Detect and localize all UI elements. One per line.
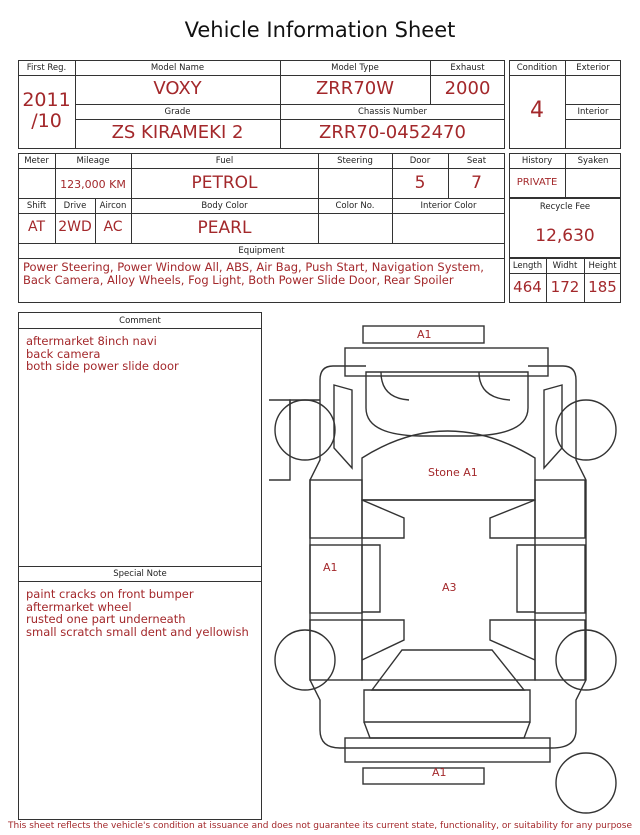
model-type-label: Model Type bbox=[331, 63, 379, 73]
aircon-value: AC bbox=[103, 219, 123, 235]
recycle-fee-label: Recycle Fee bbox=[539, 202, 591, 212]
shift-value: AT bbox=[27, 219, 46, 235]
model-name-value: VOXY bbox=[153, 78, 202, 99]
mileage-label: Mileage bbox=[76, 156, 110, 166]
comment-line: aftermarket 8inch navi bbox=[26, 334, 157, 348]
page-title: Vehicle Information Sheet bbox=[184, 18, 456, 42]
grade-label: Grade bbox=[164, 107, 191, 117]
recycle-fee-value: 12,630 bbox=[535, 226, 595, 246]
special-note-line: aftermarket wheel bbox=[26, 599, 132, 614]
history-label: History bbox=[521, 156, 553, 166]
special-note-line: paint cracks on front bumper bbox=[26, 587, 194, 601]
body-color-value: PEARL bbox=[197, 218, 252, 238]
damage-mark-rear-bumper: A1 bbox=[432, 766, 447, 779]
comment-label: Comment bbox=[119, 316, 161, 326]
first-reg-year: 2011 bbox=[22, 89, 71, 111]
disclaimer-footer: This sheet reflects the vehicle's condition at issuance and does not guarantee its current state, functionality, or suitability for any purpose bbox=[7, 821, 633, 831]
first-reg-label: First Reg. bbox=[26, 63, 67, 73]
color-no-label: Color No. bbox=[335, 201, 375, 211]
special-note-line: small scratch small dent and yellowish bbox=[26, 624, 249, 639]
comment-line: both side power slide door bbox=[26, 359, 179, 373]
seat-label: Seat bbox=[466, 156, 487, 166]
mileage-value: 123,000 KM bbox=[60, 178, 126, 191]
car-damage-diagram bbox=[268, 318, 628, 818]
shift-label: Shift bbox=[26, 201, 47, 211]
chassis-number-label: Chassis Number bbox=[357, 107, 428, 117]
door-value: 5 bbox=[414, 173, 426, 193]
syaken-label: Syaken bbox=[577, 156, 609, 166]
damage-mark-left-side: A1 bbox=[323, 561, 338, 574]
door-label: Door bbox=[409, 156, 431, 166]
equipment-label: Equipment bbox=[238, 246, 285, 256]
fuel-label: Fuel bbox=[215, 156, 234, 166]
seat-value: 7 bbox=[471, 173, 482, 193]
damage-mark-roof: A3 bbox=[442, 581, 457, 594]
length-value: 464 bbox=[513, 278, 542, 296]
comment-line: back camera bbox=[26, 346, 101, 361]
model-name-label: Model Name bbox=[150, 63, 205, 73]
exhaust-label: Exhaust bbox=[450, 63, 485, 73]
length-label: Length bbox=[512, 261, 543, 271]
drive-value: 2WD bbox=[58, 219, 92, 235]
height-label: Height bbox=[588, 261, 617, 271]
history-value: PRIVATE bbox=[516, 177, 558, 188]
comment-text bbox=[26, 335, 179, 373]
first-reg-month: /10 bbox=[31, 110, 62, 132]
special-note-text bbox=[26, 588, 249, 638]
aircon-label: Aircon bbox=[99, 201, 127, 211]
condition-value: 4 bbox=[530, 98, 544, 123]
drive-label: Drive bbox=[63, 201, 87, 211]
special-note-label: Special Note bbox=[113, 569, 167, 579]
chassis-number-value: ZRR70-0452470 bbox=[319, 122, 466, 143]
steering-label: Steering bbox=[337, 156, 373, 166]
condition-label: Condition bbox=[516, 63, 558, 73]
width-label: Widht bbox=[552, 261, 578, 271]
model-type-value: ZRR70W bbox=[315, 78, 395, 99]
interior-color-label: Interior Color bbox=[420, 201, 477, 211]
exhaust-value: 2000 bbox=[444, 78, 491, 99]
equipment-value: Power Steering, Power Window All, ABS, Air Bag, Push Start, Navigation System, Back Camera, Alloy Wheels, Fog Light, Both Power Slide Door, Rear Spoiler bbox=[23, 260, 484, 287]
damage-mark-hood: Stone A1 bbox=[428, 466, 478, 479]
interior-label: Interior bbox=[577, 107, 609, 117]
fuel-value: PETROL bbox=[191, 173, 258, 193]
body-color-label: Body Color bbox=[201, 201, 248, 211]
grade-value: ZS KIRAMEKI 2 bbox=[111, 122, 244, 143]
width-value: 172 bbox=[550, 278, 580, 296]
damage-mark-front-bumper: A1 bbox=[417, 328, 432, 341]
special-note-line: rusted one part underneath bbox=[26, 612, 186, 626]
exterior-label: Exterior bbox=[576, 63, 610, 73]
meter-label: Meter bbox=[24, 156, 49, 166]
height-value: 185 bbox=[588, 278, 617, 296]
